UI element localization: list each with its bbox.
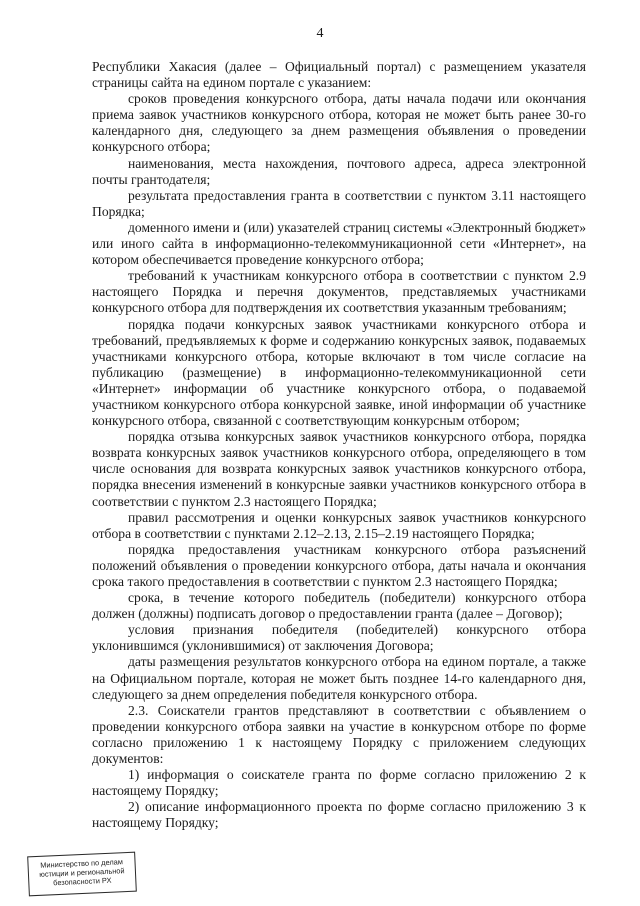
paragraph: 2.3. Соискатели грантов представляют в соответствии с объявлением о проведении конкурсного отбора заявки на участие в конкурсном отборе по форме согласно приложению 1 к настоящему Порядку с приложением следующих документов: bbox=[92, 702, 586, 767]
paragraph: Республики Хакасия (далее – Официальный портал) с размещением указателя страницы сайта на едином портале с указанием: bbox=[92, 59, 586, 91]
paragraph: порядка предоставления участникам конкурсного отбора разъяснений положений объявления о проведении конкурсного отбора, даты начала и окончания срока такого предоставления в соответствии с пунктом 2.3 настоящего Порядка; bbox=[92, 541, 586, 589]
paragraph: сроков проведения конкурсного отбора, даты начала подачи или окончания приема заявок участников конкурсного отбора, которая не может быть ранее 30-го календарного дня, следующего за днем размещения объявления о проведении конкурсного отбора; bbox=[92, 91, 586, 155]
document-body bbox=[92, 59, 586, 832]
paragraph: срока, в течение которого победитель (победители) конкурсного отбора должен (должны) подписать договор о предоставлении гранта (далее – Договор); bbox=[92, 590, 586, 622]
paragraph: порядка подачи конкурсных заявок участниками конкурсного отбора и требований, предъявляемых к форме и содержанию конкурсных заявок, подаваемых участниками конкурсного отбора, которые включают в том числе согласие на публикацию (размещение) в информационно-телекоммуникационной сети «Интернет» информации об участнике конкурсного отбора, о подаваемой участником конкурсного отбора конкурсной заявке, иной информации об участнике конкурсного отбора, связанной с соответствующим конкурсным отбором; bbox=[92, 316, 586, 429]
paragraph: требований к участникам конкурсного отбора в соответствии с пунктом 2.9 настоящего Порядка и перечня документов, представляемых участниками конкурсного отбора для подтверждения их соответствия указанным требованиям; bbox=[92, 268, 586, 316]
paragraph: условия признания победителя (победителей) конкурсного отбора уклонившимся (уклонившимися) от заключения Договора; bbox=[92, 622, 586, 654]
paragraph: 2) описание информационного проекта по форме согласно приложению 3 к настоящему Порядку; bbox=[92, 799, 586, 831]
paragraph: порядка отзыва конкурсных заявок участников конкурсного отбора, порядка возврата конкурсных заявок участников конкурсного отбора, определяющего в том числе основания для возврата конкурсных заявок участников конкурсного отбора, порядка внесения изменений в конкурсные заявки участников конкурсного отбора в соответствии с пунктом 2.3 настоящего Порядка; bbox=[92, 429, 586, 509]
paragraph: наименования, места нахождения, почтового адреса, адреса электронной почты грантодателя; bbox=[92, 155, 586, 187]
stamp-line: безопасности РХ bbox=[53, 875, 112, 888]
ministry-stamp bbox=[27, 852, 137, 897]
stamp-line: Министерство по делам bbox=[40, 857, 124, 870]
page-number: 4 bbox=[316, 26, 324, 41]
paragraph: доменного имени и (или) указателей страниц системы «Электронный бюджет» или иного сайта в информационно-телекоммуникационной сети «Интернет», на котором обеспечивается проведение конкурсного отбора; bbox=[92, 219, 586, 268]
stamp-line: юстиции и региональной bbox=[39, 866, 125, 879]
paragraph: результата предоставления гранта в соответствии с пунктом 3.11 настоящего Порядка; bbox=[92, 187, 586, 219]
paragraph: даты размещения результатов конкурсного отбора на едином портале, а также на Официальном портале, которая не может быть позднее 14-го календарного дня, следующего за днем определения победителя конкурсного отбора. bbox=[92, 654, 586, 702]
paragraph: правил рассмотрения и оценки конкурсных заявок участников конкурсного отбора в соответствии с пунктами 2.12–2.13, 2.15–2.19 настоящего Порядка; bbox=[92, 509, 586, 541]
paragraph: 1) информация о соискателе гранта по форме согласно приложению 2 к настоящему Порядку; bbox=[92, 767, 586, 799]
